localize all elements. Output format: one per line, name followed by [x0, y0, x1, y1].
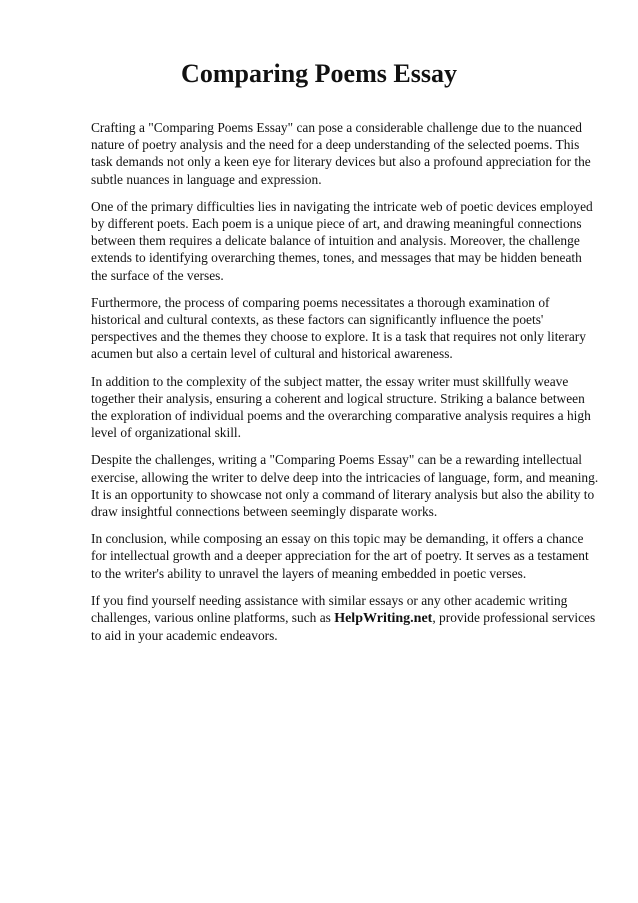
paragraph-1: Crafting a "Comparing Poems Essay" can pose a considerable challenge due to the nuanced nature of poetry analysis and the need for a deep understanding of the selected poems. This task demands not only a keen eye for literary devices but also a profound appreciation for the subtle nuances in language and expression. — [91, 120, 591, 187]
document-title: Comparing Poems Essay — [181, 59, 457, 88]
document-body — [91, 119, 601, 654]
paragraph-2: One of the primary difficulties lies in navigating the intricate web of poetic devices employed by different poets. Each poem is a unique piece of art, and drawing meaningful connections between them requires a delicate balance of intuition and analysis. Moreover, the challenge extends to identifying overarching themes, tones, and messages that may be hidden beneath the surface of the verses. — [91, 198, 593, 283]
paragraph-6: In conclusion, while composing an essay on this topic may be demanding, it offers a chance for intellectual growth and a deeper appreciation for the art of poetry. It serves as a testament to the writer's ability to unravel the layers of meaning embedded in poetic verses. — [91, 531, 589, 581]
paragraph-7-outro: , provide professional services to aid in your academic endeavors. — [91, 610, 596, 644]
paragraph-5: Despite the challenges, writing a "Comparing Poems Essay" can be a rewarding intellectual exercise, allowing the writer to delve deep into the intricacies of language, form, and meaning. It is an opportunity to showcase not only a command of literary analysis but also the ability to draw insightful connections between seemingly disparate works. — [91, 452, 599, 520]
paragraph-4: In addition to the complexity of the subject matter, the essay writer must skillfully weave together their analysis, ensuring a coherent and logical structure. Striking a balance between the exploration of individual poems and the overarching comparative analysis requires a high level of organizational skill. — [91, 373, 591, 441]
paragraph-7 — [91, 592, 601, 645]
paragraph-3: Furthermore, the process of comparing poems necessitates a thorough examination of historical and cultural contexts, as these factors can significantly influence the poets' perspectives and the themes they choose to explore. It is a task that requires not only literary acumen but also a certain level of cultural and historical awareness. — [91, 294, 586, 362]
helpwriting-brand-link[interactable]: HelpWriting.net — [334, 611, 433, 627]
paragraph-7-intro: If you find yourself needing assistance with similar essays or any other academic writing challenges, various online platforms, such as — [91, 592, 568, 626]
